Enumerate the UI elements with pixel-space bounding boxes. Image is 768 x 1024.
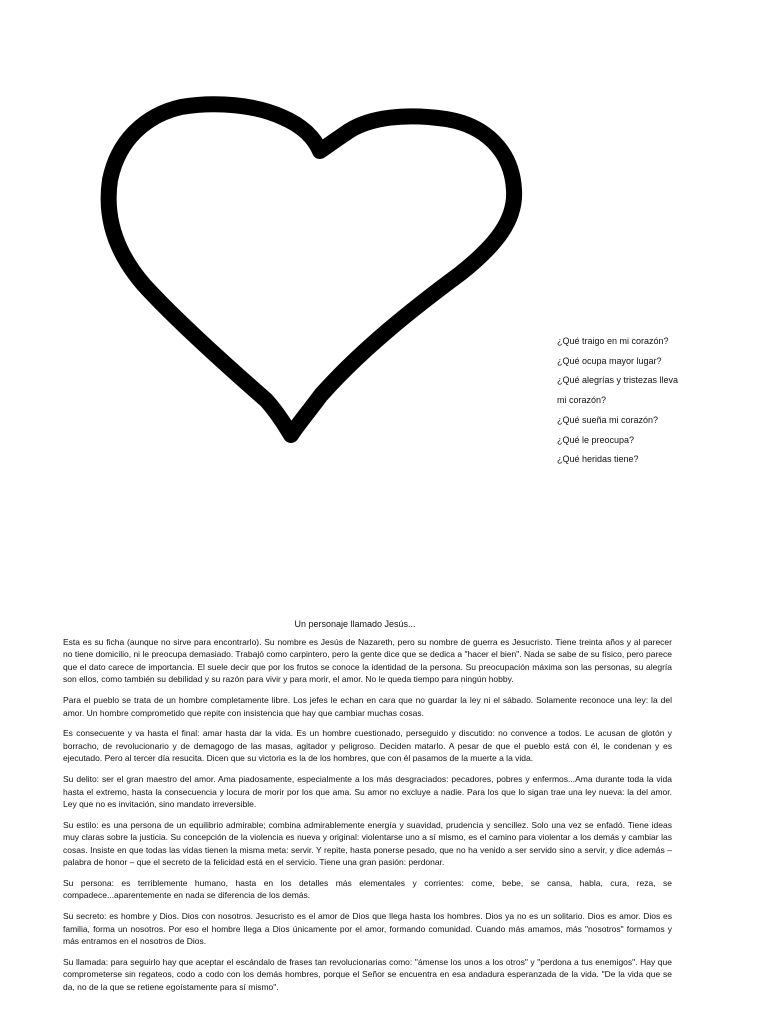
paragraph: Su persona: es terriblemente humano, hasta en los detalles más elementales y corrientes: come, bebe, se cansa, habla, cura, reza, se compadece...aparentemente en nada se diferencia de los demás.	[63, 878, 672, 901]
question-line: mi corazón?	[557, 395, 607, 406]
paragraph: Para el pueblo se trata de un hombre completamente libre. Los jefes le echan en cara que no guardar la ley ni el sábado. Solamente reconoce una ley: la del amor. Un hombre comprometido que repite con insistencia que hay que cambiar muchas cosas.	[63, 695, 672, 718]
heart-drawing	[96, 95, 526, 447]
heart-outline	[109, 104, 515, 435]
paragraph: Es consecuente y va hasta el final: amar hasta dar la vida. Es un hombre cuestionado, perseguido y discutido: no convence a todos. Le acusan de glotón y borracho, de revolucionario y de demagogo de las masas, agitador y peligroso. Deciden matarlo. A pesar de que el pueblo está con él, le condenan y es ejecutado. Pero al tercer día resucita. Dicen que su victoria es la de los hombres, que con él pasamos de la muerte a la vida.	[63, 728, 672, 764]
question-line: ¿Qué alegrías y tristezas lleva	[557, 375, 679, 386]
paragraph: Su llamada: para seguirlo hay que aceptar el escándalo de frases tan revolucionarias como: "ámense los unos a los otros" y "perdona a tus enemigos". Hay que comprometerse sin regateos, codo a codo con los demás hombres, porque el Señor se encuentra en esa andadura esperanzada de la vida. "De la vida que se da, no de la que se retiene egoístamente para sí mismo".	[63, 957, 672, 992]
paragraph: Su secreto: es hombre y Dios. Dios con nosotros. Jesucristo es el amor de Dios que llega hasta los hombres. Dios ya no es un solitario. Dios es amor. Dios es familia, forma un nosotros. Por eso el hombre llega a Dios únicamente por el amor, formando comunidad. Cuando más amamos, más "nosotros" formamos y más entramos en el nosotros de Dios.	[63, 911, 672, 947]
paragraph: Su estilo: es una persona de un equilibrio admirable; combina admirablemente energía y suavidad, prudencia y sencillez. Solo una vez se enfadó. Tiene ideas muy claras sobre la justicia. Su concepción de la violencia es nueva y original: violentarse uno a sí mismo, es el camino para violentar a los demás y cambiar las cosas. Insiste en que todas las vidas tienen la misma meta: servir. Y repite, hasta ponerse pesado, que no ha venido a ser servido sino a servir, y dice además – palabra de honor – que el secreto de la felicidad está en el servicio. Tiene una gran pasión: perdonar.	[63, 819, 672, 868]
reflection-questions	[557, 332, 707, 470]
question-line: ¿Qué traigo en mi corazón?	[557, 336, 669, 346]
paragraph: Esta es su ficha (aunque no sirve para encontrarlo). Su nombre es Jesús de Nazareth, pero su nombre de guerra es Jesucristo. Tiene treinta años y al parecer no tiene domicilio, ni le preocupa demasiado. Trabajó como carpintero, pero la gente dice que se dedica a "hacer el bien". Nada se sabe de su físico, pero parece que el dato carece de importancia. El suele decir que por los frutos se conoce la identidad de la persona. Su preocupación máxima son las personas, su alegría son ellos, como también su debilidad y su razón para vivir y para morir, el amor. No le queda tiempo para ningún hobby.	[63, 637, 672, 685]
question-line: ¿Qué heridas tiene?	[557, 454, 639, 465]
section-title: Un personaje llamado Jesús...	[294, 619, 416, 629]
paragraph: Su delito: ser el gran maestro del amor. Ama piadosamente, especialmente a los más desgraciados: pecadores, pobres y enfermos...Ama durante toda la vida hasta el extremo, hasta la consecuencia y locura de morir por los que ama. Su amor no excluye a nadie. Para los que lo sigan trae una ley nueva: la del amor. Ley que no es invitación, sino mandato irreversible.	[63, 774, 672, 809]
question-line: ¿Qué sueña mi corazón?	[557, 414, 659, 425]
document-body	[63, 636, 672, 1002]
question-line: ¿Qué le preocupa?	[557, 434, 635, 445]
question-line: ¿Qué ocupa mayor lugar?	[557, 355, 662, 366]
